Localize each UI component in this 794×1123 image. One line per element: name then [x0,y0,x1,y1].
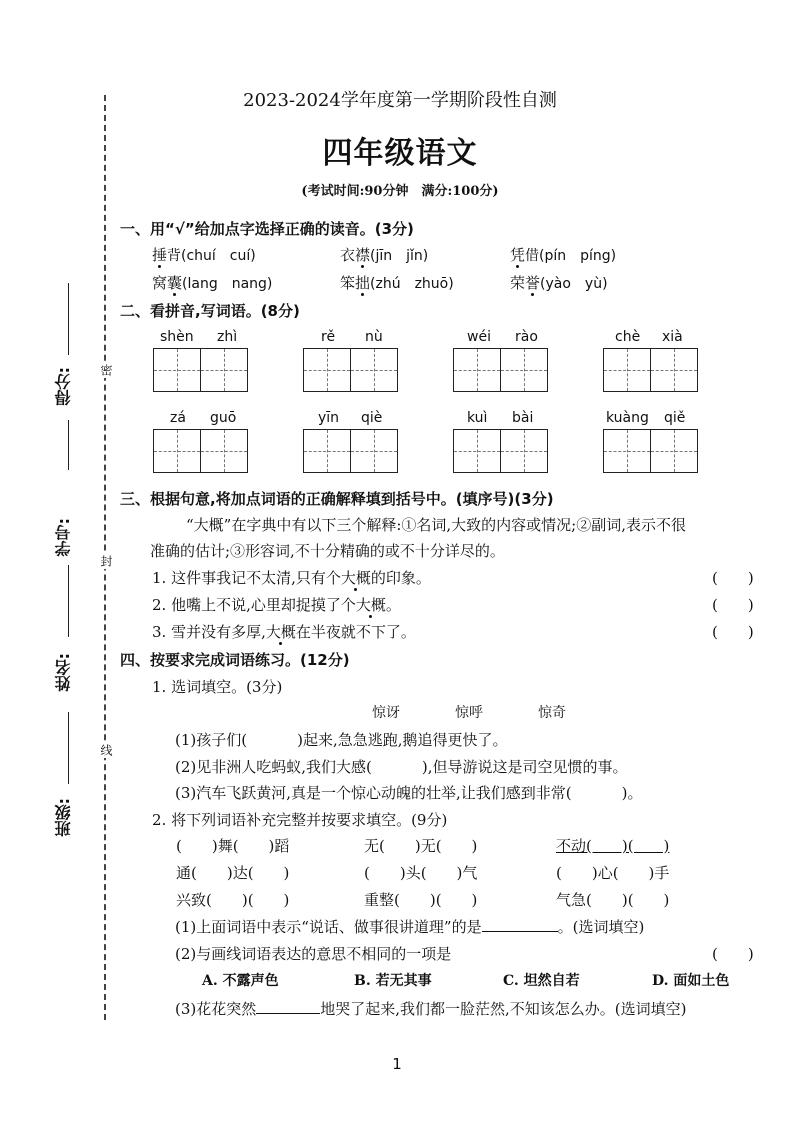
pinyin-label: zhì [217,329,238,345]
writing-grid[interactable] [303,429,398,473]
idiom-fill-underlined[interactable]: 不动( )( ) [556,837,670,855]
subject-title: 四年级语文 [322,136,478,171]
pinyin-label: kuàng [606,410,649,426]
q3-item: 3. 雪并没有多厚,大概在半夜就不下了。 [152,623,416,641]
answer-blank[interactable] [482,917,558,932]
q4-title: 四、按要求完成词语练习。(12分) [120,651,350,669]
seal-char-mi: 密 [99,364,113,376]
pinyin-label: bài [512,410,534,426]
q1-title: 一、用“√”给加点字选择正确的读音。(3分) [120,220,414,238]
answer-paren[interactable]: ( ) [712,569,754,587]
answer-paren[interactable]: ( ) [712,596,754,614]
pinyin-label: rě [321,329,336,345]
option-c[interactable]: C. 坦然自若 [503,973,580,989]
idiom-fill[interactable]: ( )头( )气 [364,864,478,882]
pinyin-label: qiě [664,410,686,426]
idiom-fill[interactable]: 通( )达( ) [176,864,290,882]
writing-grid[interactable] [453,429,548,473]
exam-title: 2023-2024学年度第一学期阶段性自测 [243,90,557,111]
name-line[interactable] [68,712,69,784]
pinyin-label: shèn [160,329,194,345]
writing-grid[interactable] [303,348,398,392]
q4-sub2-q2: (2)与画线词语表达的意思不相同的一项是 [175,945,452,963]
idiom-fill[interactable]: 气急( )( ) [556,891,670,909]
q3-title: 三、根据句意,将加点词语的正确解释填到括号中。(填序号)(3分) [120,490,554,508]
q3-item: 2. 他嘴上不说,心里却捉摸了个大概。 [152,596,401,614]
fill-sentence-1: (1)孩子们( )起来,急急逃跑,鹅追得更快了。 [175,731,508,749]
exam-meta: (考试时间:90分钟 满分:100分) [301,184,499,199]
pinyin-label: xià [662,329,683,345]
q3-intro: 准确的估计;③形容词,不十分精确的或不十分详尽的。 [150,542,505,560]
score-label: 得分: [54,367,73,406]
q4-sub1-title: 1. 选词填空。(3分) [152,678,283,696]
idiom-fill[interactable]: 重整( )( ) [364,891,478,909]
writing-grid[interactable] [153,429,248,473]
score-line-2 [68,420,69,470]
pinyin-label: zá [170,410,186,426]
fill-sentence-2: (2)见非洲人吃蚂蚁,我们大感( ),但导游说这是司空见惯的事。 [175,758,628,776]
q1-item: 捶背(chuí cuí) [152,246,256,264]
idiom-fill[interactable]: ( )舞( )蹈 [176,837,290,855]
student-id-line[interactable] [68,565,69,637]
pinyin-label: wéi [467,329,491,345]
writing-grid[interactable] [603,348,698,392]
pinyin-label: kuì [467,410,488,426]
q4-sub2-q1: (1)上面词语中表示“说话、做事很讲道理”的是 。(选词填空) [175,918,645,936]
seal-char-xian: 线 [99,744,113,756]
q3-item: 1. 这件事我记不太清,只有个大概的印象。 [152,569,431,587]
idiom-fill[interactable]: 兴致( )( ) [176,891,290,909]
q3-intro: “大概”在字典中有以下三个解释:①名词,大致的内容或情况;②副词,表示不很 [186,516,686,534]
q1-item: 衣襟(jīn jǐn) [340,246,429,264]
pinyin-label: rào [515,329,538,345]
q1-item: 笨拙(zhú zhuō) [340,274,454,292]
word-choice: 惊奇 [538,705,566,721]
idiom-fill[interactable]: 无( )无( ) [364,837,478,855]
word-choice: 惊呼 [455,705,483,721]
pinyin-label: guō [210,410,237,426]
pinyin-label: qiè [361,410,383,426]
fill-sentence-3: (3)汽车飞跃黄河,真是一个惊心动魄的壮举,让我们感到非常( )。 [175,784,643,802]
seal-char-feng: 封 [99,555,113,567]
q4-sub2-q3: (3)花花突然 地哭了起来,我们都一脸茫然,不知该怎么办。(选词填空) [175,1000,687,1018]
q2-title: 二、看拼音,写词语。(8分) [120,302,300,320]
writing-grid[interactable] [603,429,698,473]
pinyin-label: yīn [318,410,340,426]
score-line[interactable] [68,283,69,355]
page-number: 1 [392,1055,402,1073]
option-d[interactable]: D. 面如土色 [652,973,730,989]
pinyin-label: chè [615,329,641,345]
answer-paren[interactable]: ( ) [712,945,754,963]
writing-grid[interactable] [453,348,548,392]
answer-blank[interactable] [256,999,320,1014]
word-choice: 惊讶 [372,705,400,721]
answer-paren[interactable]: ( ) [712,623,754,641]
option-b[interactable]: B. 若无其事 [354,973,432,989]
class-label: 班级: [54,798,73,837]
pinyin-label: nù [365,329,383,345]
idiom-fill[interactable]: ( )心( )手 [556,864,670,882]
q1-item: 窝囊(lang nang) [152,274,273,292]
option-a[interactable]: A. 不露声色 [202,973,279,989]
name-label: 姓名: [54,653,73,692]
q1-item: 荣誉(yào yù) [510,274,608,292]
q1-item: 凭借(pín píng) [510,246,617,264]
student-id-label: 学号: [54,518,73,557]
writing-grid[interactable] [153,348,248,392]
q4-sub2-title: 2. 将下列词语补充完整并按要求填空。(9分) [152,811,448,829]
